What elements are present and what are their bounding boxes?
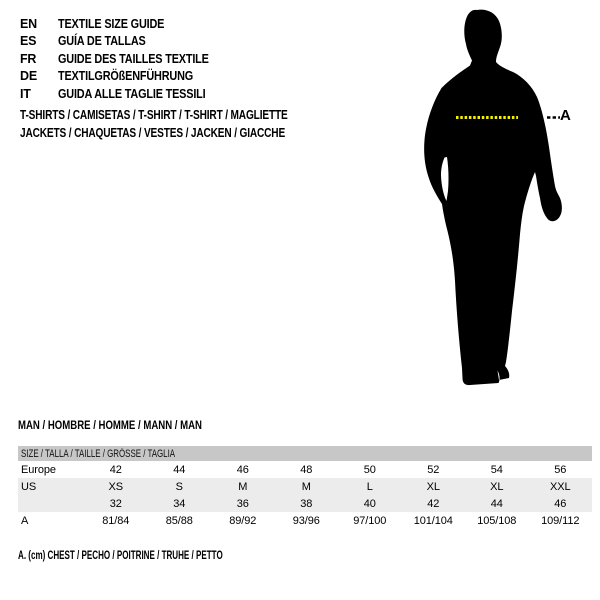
size-value: 97/100 [353,514,387,527]
man-silhouette [424,10,562,385]
tshirts-category-line: T-SHIRTS / CAMISETAS / T-SHIRT / T-SHIRT / MAGLIETTE [20,108,288,122]
language-label: GUIDE DES TAILLES TEXTILE [58,51,209,66]
size-value: S [175,480,183,493]
size-value: XL [426,480,440,493]
size-table-header: SIZE / TALLA / TAILLE / GRÖSSE / TAGLIA [18,446,592,461]
table-row-us [18,478,592,495]
size-value: 48 [300,463,313,476]
size-value: 105/108 [477,514,517,527]
size-value: 32 [109,497,122,510]
size-value: 50 [363,463,376,476]
size-value: 81/84 [102,514,130,527]
size-value: 101/104 [413,514,453,527]
size-value: 85/88 [165,514,193,527]
size-value: 93/96 [292,514,320,527]
size-value: XXL [550,480,571,493]
size-value: 52 [427,463,440,476]
size-value: 42 [109,463,122,476]
row-label: Europe [21,463,56,476]
language-label: TEXTILGRÖßENFÜHRUNG [58,69,194,84]
size-value: 109/112 [541,514,580,527]
language-code: DE [20,69,37,84]
language-code: FR [20,51,37,66]
size-value: 46 [554,497,567,510]
row-label: US [21,480,37,493]
size-value: 89/92 [229,514,257,527]
language-label: GUIDA ALLE TAGLIE TESSILI [58,86,206,101]
table-row-numeric [18,495,592,512]
size-value: 40 [363,497,376,510]
size-value: 54 [490,463,503,476]
size-value: 44 [173,463,186,476]
language-label: GUÍA DE TALLAS [58,34,146,49]
size-value: M [301,480,311,493]
table-row-chest-cm [18,512,592,529]
size-value: 42 [427,497,440,510]
size-value: M [238,480,248,493]
size-value: 36 [236,497,249,510]
size-value: XL [490,480,504,493]
row-label: A [21,514,29,527]
size-value: 56 [554,463,567,476]
language-code: EN [20,16,37,31]
size-value: 34 [173,497,186,510]
size-value: L [366,480,373,493]
gender-label: MAN / HOMBRE / HOMME / MANN / MAN [18,418,202,432]
size-value: 46 [236,463,249,476]
size-value: XS [108,480,123,493]
size-value: 38 [300,497,313,510]
size-table [18,446,592,529]
jackets-category-line: JACKETS / CHAQUETAS / VESTES / JACKEN / GIACCHE [20,126,286,140]
measurement-footnote: A. (cm) CHEST / PECHO / POITRINE / TRUHE / PETTO [18,550,223,562]
size-value: 44 [490,497,503,510]
language-label: TEXTILE SIZE GUIDE [58,16,165,31]
table-row-europe [18,461,592,478]
language-code: IT [20,86,31,101]
measurement-a-label: A [560,107,571,124]
language-code: ES [20,34,37,49]
